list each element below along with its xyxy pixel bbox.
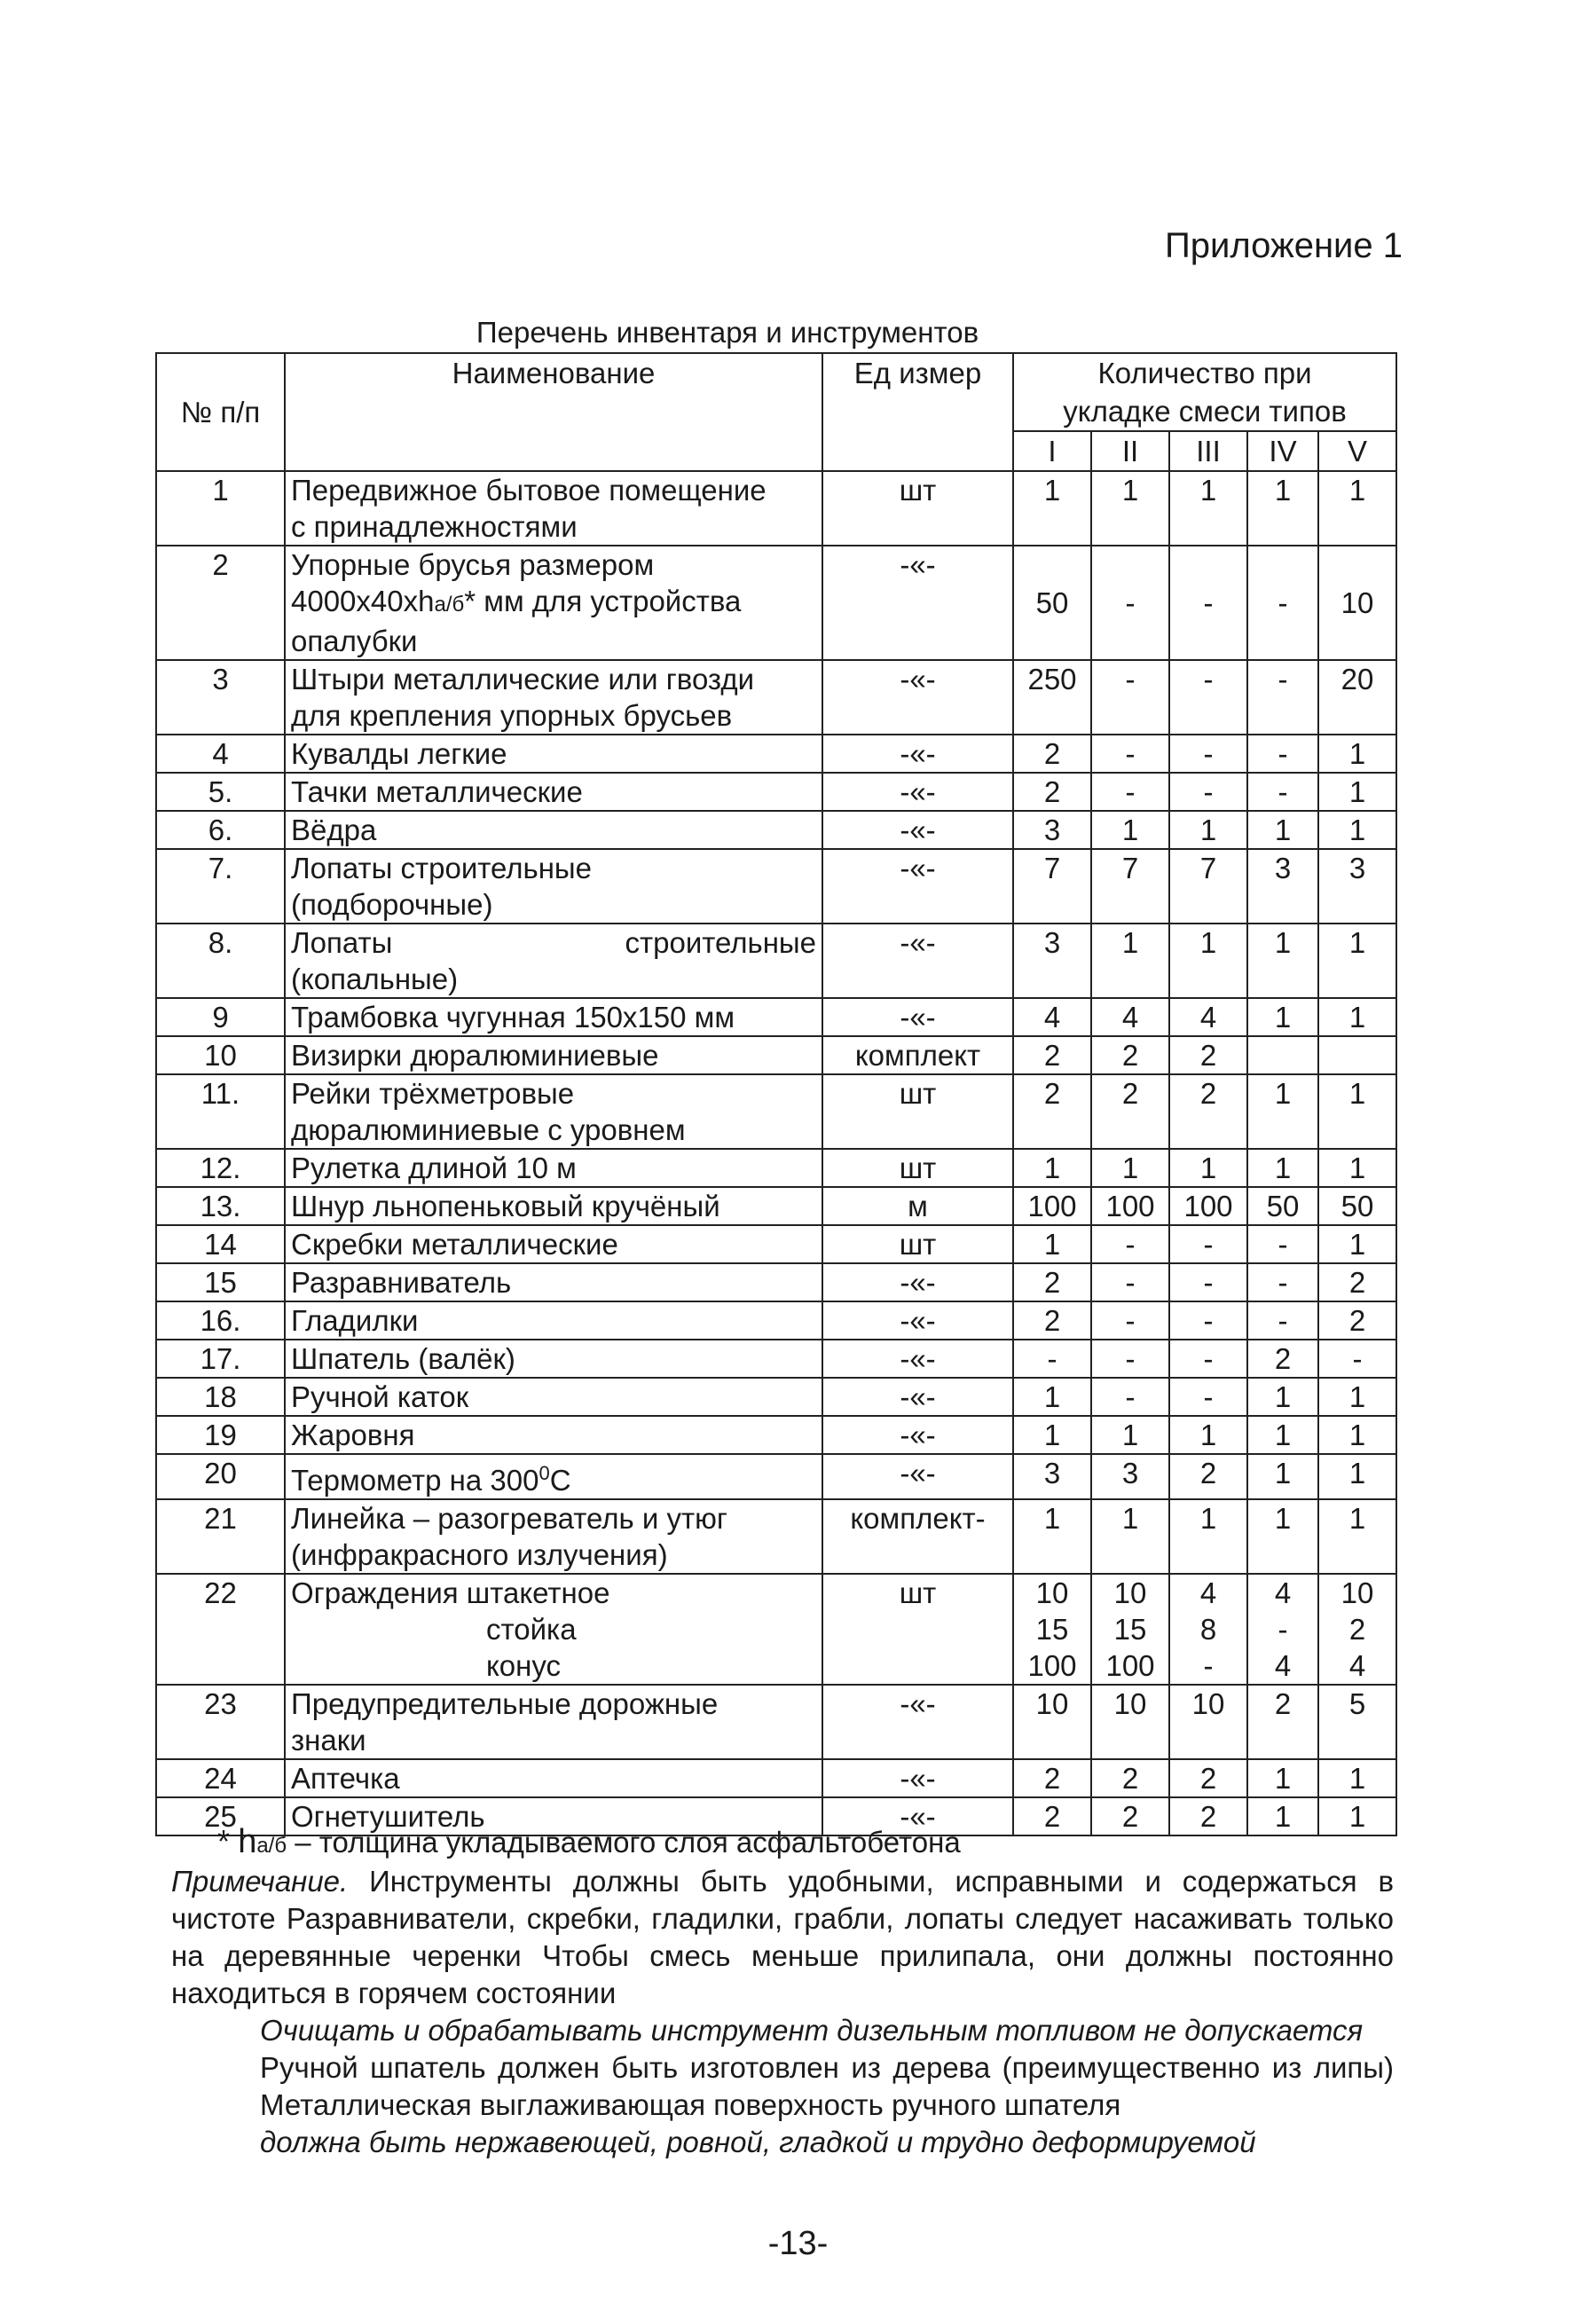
- row-name-line: для крепления упорных брусьев: [291, 699, 733, 732]
- row-qty: -: [1091, 1263, 1169, 1301]
- row-num: 4: [156, 735, 285, 773]
- row-unit: комплект-: [822, 1499, 1013, 1574]
- row-qty: 1: [1318, 1454, 1396, 1499]
- note-paragraph: Ручной шпатель должен быть изготовлен из дерева (преимущественно из липы) Металлическая выглаживающая поверхность ручного шпателя: [260, 2051, 1394, 2121]
- row-qty: 4: [1169, 998, 1247, 1036]
- row-qty: 100: [1091, 1187, 1169, 1225]
- row-qty: 1: [1013, 1378, 1091, 1416]
- inventory-table: [155, 352, 1397, 1836]
- table-row: [156, 1759, 1396, 1797]
- row-num: 12.: [156, 1149, 285, 1187]
- qty-line: 4: [1348, 1649, 1366, 1682]
- row-qty: 1: [1318, 735, 1396, 773]
- qty-line: 15: [1113, 1613, 1147, 1646]
- row-qty: 2: [1169, 1797, 1247, 1835]
- row-qty: 100: [1013, 1187, 1091, 1225]
- row-name-line: (подборочные): [291, 888, 493, 921]
- note-paragraph: [171, 1863, 1394, 2012]
- row-unit: -«-: [822, 1340, 1013, 1378]
- row-num: 5.: [156, 773, 285, 811]
- row-name: Аптечка: [285, 1759, 822, 1797]
- header-qty: [1013, 353, 1396, 431]
- row-num: 8.: [156, 924, 285, 998]
- row-num: 2: [156, 546, 285, 660]
- table-row: [156, 471, 1396, 546]
- row-qty: 3: [1091, 1454, 1169, 1499]
- row-qty: 20: [1318, 660, 1396, 735]
- row-qty: 1: [1013, 1416, 1091, 1454]
- row-qty: [1169, 1574, 1247, 1685]
- row-qty: 1: [1169, 1149, 1247, 1187]
- row-num: 14: [156, 1225, 285, 1263]
- row-name-superscript: 0: [539, 1462, 550, 1484]
- note-paragraph: Очищать и обрабатывать инструмент дизельным топливом не допускается: [260, 2014, 1364, 2047]
- row-name: Разравниватель: [285, 1263, 822, 1301]
- header-qty-line2: укладке смеси типов: [1063, 395, 1347, 428]
- row-qty: 1: [1091, 924, 1169, 998]
- row-qty: 7: [1013, 849, 1091, 924]
- row-qty: 1: [1013, 1149, 1091, 1187]
- row-qty: 1: [1318, 1499, 1396, 1574]
- row-qty: -: [1091, 1340, 1169, 1378]
- row-qty: 3: [1318, 849, 1396, 924]
- row-name-line: [291, 924, 816, 961]
- row-num: 20: [156, 1454, 285, 1499]
- page-number: -13-: [767, 2225, 829, 2262]
- row-qty: -: [1169, 1378, 1247, 1416]
- row-qty: -: [1169, 1301, 1247, 1340]
- row-qty: 1: [1091, 1416, 1169, 1454]
- row-qty: 10: [1318, 546, 1396, 660]
- row-unit: -«-: [822, 1263, 1013, 1301]
- header-qty-line1: Количество при: [1097, 357, 1312, 389]
- row-unit: -«-: [822, 811, 1013, 849]
- footnote: [217, 1823, 961, 1861]
- row-unit: -«-: [822, 1797, 1013, 1835]
- row-num: 25: [156, 1797, 285, 1835]
- row-qty: 1: [1247, 1378, 1318, 1416]
- row-qty: 1: [1318, 471, 1396, 546]
- row-qty: 1: [1318, 1416, 1396, 1454]
- row-name-part: 4000x40xh: [291, 585, 435, 617]
- row-unit: шт: [822, 1149, 1013, 1187]
- footnote-symbol: h: [238, 1823, 257, 1860]
- row-qty: 1: [1318, 773, 1396, 811]
- row-qty: -: [1091, 1378, 1169, 1416]
- row-qty: 1: [1247, 1797, 1318, 1835]
- row-qty: 3: [1013, 924, 1091, 998]
- row-name: [285, 924, 822, 998]
- row-qty: 1: [1247, 924, 1318, 998]
- row-num: 6.: [156, 811, 285, 849]
- row-qty: 3: [1013, 811, 1091, 849]
- row-qty: -: [1247, 1225, 1318, 1263]
- row-name-line: (копальные): [291, 963, 459, 995]
- row-qty: 2: [1013, 773, 1091, 811]
- row-name: Трамбовка чугунная 150x150 мм: [285, 998, 822, 1036]
- table-title: Перечень инвентаря и инструментов: [476, 316, 979, 349]
- row-name-line: Лопаты строительные: [291, 852, 593, 884]
- row-qty: 3: [1013, 1454, 1091, 1499]
- table-row: [156, 1685, 1396, 1759]
- table-row: [156, 1378, 1396, 1416]
- row-qty: 1: [1318, 998, 1396, 1036]
- row-name-part: Лопаты: [291, 926, 393, 959]
- row-unit: -«-: [822, 849, 1013, 924]
- qty-line: 2: [1348, 1613, 1366, 1646]
- row-name-line: [291, 583, 816, 623]
- row-qty: -: [1318, 1340, 1396, 1378]
- row-name-line: Ограждения штакетное: [291, 1576, 610, 1609]
- table-row: [156, 1340, 1396, 1378]
- row-name: [285, 1454, 822, 1499]
- row-qty: 1: [1247, 811, 1318, 849]
- qty-line: 4: [1274, 1576, 1292, 1609]
- row-qty: 100: [1169, 1187, 1247, 1225]
- table-row: [156, 1187, 1396, 1225]
- row-qty: 2: [1169, 1074, 1247, 1149]
- qty-line: 10: [1113, 1576, 1147, 1609]
- qty-line: 15: [1035, 1613, 1069, 1646]
- row-qty: 1: [1318, 924, 1396, 998]
- row-qty: 2: [1013, 1036, 1091, 1074]
- row-qty: -: [1247, 735, 1318, 773]
- row-qty: 1: [1247, 1416, 1318, 1454]
- row-name: [285, 546, 822, 660]
- row-name: Вёдра: [285, 811, 822, 849]
- row-qty: 1: [1247, 998, 1318, 1036]
- row-qty: 1: [1247, 1149, 1318, 1187]
- row-qty: 1: [1091, 1499, 1169, 1574]
- header-type: I: [1013, 431, 1091, 471]
- row-unit: -«-: [822, 1301, 1013, 1340]
- row-name: Шпатель (валёк): [285, 1340, 822, 1378]
- row-unit: -«-: [822, 546, 1013, 660]
- row-name-line: Предупредительные дорожные: [291, 1687, 719, 1720]
- note-block: [171, 1863, 1394, 2161]
- row-qty: [1247, 1574, 1318, 1685]
- table-row: [156, 998, 1396, 1036]
- row-name-part: Термометр на 300: [291, 1464, 539, 1497]
- qty-line: 100: [1105, 1649, 1155, 1682]
- row-qty: 1: [1247, 1499, 1318, 1574]
- row-unit: -«-: [822, 924, 1013, 998]
- row-qty: 1: [1169, 1499, 1247, 1574]
- row-name-line: знаки: [291, 1724, 366, 1757]
- table-row: [156, 1225, 1396, 1263]
- row-name-line: стойка: [486, 1613, 577, 1646]
- row-unit: -«-: [822, 773, 1013, 811]
- row-qty: 1: [1013, 1499, 1091, 1574]
- row-unit: -«-: [822, 1378, 1013, 1416]
- row-qty: 1: [1169, 471, 1247, 546]
- row-unit: -«-: [822, 1416, 1013, 1454]
- row-qty: 2: [1169, 1759, 1247, 1797]
- row-name-line: конус: [486, 1649, 562, 1682]
- appendix-label: Приложение 1: [1165, 226, 1403, 265]
- row-qty: 1: [1169, 924, 1247, 998]
- qty-line: 10: [1035, 1576, 1069, 1609]
- row-name: [285, 1074, 822, 1149]
- header-type: IV: [1247, 431, 1318, 471]
- table-row: [156, 1263, 1396, 1301]
- row-unit: шт: [822, 471, 1013, 546]
- row-qty: 1: [1091, 811, 1169, 849]
- row-num: 16.: [156, 1301, 285, 1340]
- row-qty: 50: [1013, 546, 1091, 660]
- row-name: [285, 849, 822, 924]
- row-name: Рулетка длиной 10 м: [285, 1149, 822, 1187]
- row-num: 13.: [156, 1187, 285, 1225]
- row-qty: 1: [1318, 1074, 1396, 1149]
- row-name: Визирки дюралюминиевые: [285, 1036, 822, 1074]
- row-qty: 2: [1013, 1074, 1091, 1149]
- row-unit: шт: [822, 1225, 1013, 1263]
- row-qty: -: [1247, 1263, 1318, 1301]
- row-qty: 50: [1318, 1187, 1396, 1225]
- row-qty: -: [1247, 660, 1318, 735]
- row-unit: комплект: [822, 1036, 1013, 1074]
- row-name-line: Штыри металлические или гвозди: [291, 663, 755, 696]
- row-name: [285, 660, 822, 735]
- row-qty: 5: [1318, 1685, 1396, 1759]
- row-unit: м: [822, 1187, 1013, 1225]
- table-row: [156, 1574, 1396, 1685]
- qty-line: 4: [1199, 1576, 1217, 1609]
- footnote-marker: *: [217, 1823, 231, 1859]
- row-name-line: Упорные брусья размером: [291, 548, 655, 581]
- row-qty: 2: [1169, 1036, 1247, 1074]
- header-type: III: [1169, 431, 1247, 471]
- row-qty: 7: [1169, 849, 1247, 924]
- qty-line: -: [1203, 1649, 1214, 1682]
- row-name: [285, 1574, 822, 1685]
- note-text: Инструменты должны быть удобными, исправными и содержаться в чистоте Разравниватели, скребки, гладилки, грабли, лопаты следует насаживать только на деревянные черенки Чтобы смесь меньше прилипала, они должны постоянно находиться в горячем состоянии: [171, 1865, 1394, 2009]
- row-unit: шт: [822, 1574, 1013, 1685]
- row-qty: 2: [1091, 1036, 1169, 1074]
- row-qty: 2: [1318, 1263, 1396, 1301]
- row-unit: шт: [822, 1074, 1013, 1149]
- row-qty: 1: [1318, 1149, 1396, 1187]
- row-qty: 1: [1247, 1454, 1318, 1499]
- note-paragraph: должна быть нержавеющей, ровной, гладкой и трудно деформируемой: [260, 2126, 1256, 2158]
- row-qty: -: [1091, 735, 1169, 773]
- row-num: 24: [156, 1759, 285, 1797]
- row-num: 21: [156, 1499, 285, 1574]
- row-name-line: опалубки: [291, 625, 418, 657]
- row-qty: 1: [1247, 471, 1318, 546]
- row-name: Ручной каток: [285, 1378, 822, 1416]
- row-num: 7.: [156, 849, 285, 924]
- row-qty: 10: [1013, 1685, 1091, 1759]
- row-qty: 1: [1013, 471, 1091, 546]
- header-type: V: [1318, 431, 1396, 471]
- table-row: [156, 1036, 1396, 1074]
- row-qty: 1: [1318, 811, 1396, 849]
- row-qty: -: [1091, 546, 1169, 660]
- row-qty: 2: [1091, 1797, 1169, 1835]
- header-unit: Ед измер: [822, 353, 1013, 471]
- row-name-subscript: а/б: [434, 593, 465, 617]
- row-qty: -: [1091, 1225, 1169, 1263]
- row-qty: 2: [1247, 1340, 1318, 1378]
- footnote-text: – толщина укладываемого слоя асфальтобетона: [287, 1826, 961, 1859]
- row-qty: -: [1091, 660, 1169, 735]
- row-name-line: Передвижное бытовое помещение: [291, 474, 767, 507]
- row-qty: [1318, 1574, 1396, 1685]
- row-name: Огнетушитель: [285, 1797, 822, 1835]
- row-qty: 10: [1169, 1685, 1247, 1759]
- row-qty: -: [1091, 773, 1169, 811]
- row-name-part: С: [549, 1464, 571, 1497]
- table-row: [156, 1149, 1396, 1187]
- row-qty: 2: [1013, 735, 1091, 773]
- row-qty: -: [1169, 735, 1247, 773]
- table-row: [156, 1454, 1396, 1499]
- row-qty: 4: [1091, 998, 1169, 1036]
- row-name-part: * мм для устройства: [464, 585, 742, 617]
- row-name: [285, 1499, 822, 1574]
- row-unit: -«-: [822, 660, 1013, 735]
- footnote-subscript: а/б: [256, 1834, 287, 1858]
- row-num: 15: [156, 1263, 285, 1301]
- table-row: [156, 924, 1396, 998]
- row-qty: -: [1169, 1263, 1247, 1301]
- row-unit: -«-: [822, 998, 1013, 1036]
- row-name: Жаровня: [285, 1416, 822, 1454]
- row-qty: [1013, 1574, 1091, 1685]
- row-name: [285, 471, 822, 546]
- table-row: [156, 811, 1396, 849]
- row-qty: 2: [1091, 1074, 1169, 1149]
- row-num: 1: [156, 471, 285, 546]
- row-qty: -: [1247, 1301, 1318, 1340]
- row-unit: -«-: [822, 735, 1013, 773]
- row-qty: -: [1169, 773, 1247, 811]
- qty-line: 100: [1027, 1649, 1077, 1682]
- row-name-line: с принадлежностями: [291, 510, 578, 543]
- row-name-line: дюралюминиевые с уровнем: [291, 1113, 686, 1146]
- row-num: 17.: [156, 1340, 285, 1378]
- row-num: 11.: [156, 1074, 285, 1149]
- row-qty: 1: [1091, 1149, 1169, 1187]
- row-qty: [1091, 1574, 1169, 1685]
- row-name: Кувалды легкие: [285, 735, 822, 773]
- row-unit: -«-: [822, 1685, 1013, 1759]
- row-qty: -: [1169, 546, 1247, 660]
- row-num: 19: [156, 1416, 285, 1454]
- table-row: [156, 1074, 1396, 1149]
- row-qty: -: [1247, 546, 1318, 660]
- row-name: Тачки металлические: [285, 773, 822, 811]
- table-row: [156, 773, 1396, 811]
- row-qty: 1: [1247, 1759, 1318, 1797]
- row-qty: 1: [1169, 811, 1247, 849]
- row-name: [285, 1685, 822, 1759]
- table-row: [156, 546, 1396, 660]
- table-row: [156, 1499, 1396, 1574]
- row-qty: 4: [1013, 998, 1091, 1036]
- note-label: Примечание.: [171, 1865, 349, 1898]
- row-num: 10: [156, 1036, 285, 1074]
- row-unit: -«-: [822, 1454, 1013, 1499]
- row-qty: -: [1169, 660, 1247, 735]
- row-num: 22: [156, 1574, 285, 1685]
- row-qty: -: [1169, 1225, 1247, 1263]
- qty-line: 10: [1340, 1576, 1374, 1609]
- qty-line: 8: [1199, 1613, 1217, 1646]
- row-qty: 1: [1318, 1225, 1396, 1263]
- row-num: 18: [156, 1378, 285, 1416]
- row-qty: -: [1013, 1340, 1091, 1378]
- qty-line: 4: [1274, 1649, 1292, 1682]
- row-qty: 2: [1318, 1301, 1396, 1340]
- row-qty: 2: [1247, 1685, 1318, 1759]
- header-num: № п/п: [156, 353, 285, 471]
- row-qty: [1247, 1036, 1318, 1074]
- row-name: Гладилки: [285, 1301, 822, 1340]
- row-name-line: Рейки трёхметровые: [291, 1077, 575, 1110]
- row-qty: 10: [1091, 1685, 1169, 1759]
- header-type: II: [1091, 431, 1169, 471]
- row-qty: [1318, 1036, 1396, 1074]
- row-qty: 1: [1247, 1074, 1318, 1149]
- row-qty: 50: [1247, 1187, 1318, 1225]
- row-qty: 1: [1318, 1378, 1396, 1416]
- row-qty: 2: [1013, 1263, 1091, 1301]
- row-unit: -«-: [822, 1759, 1013, 1797]
- row-qty: 2: [1169, 1454, 1247, 1499]
- row-qty: 250: [1013, 660, 1091, 735]
- row-qty: -: [1091, 1301, 1169, 1340]
- row-qty: 2: [1013, 1759, 1091, 1797]
- table-row: [156, 849, 1396, 924]
- row-name-line: (инфракрасного излучения): [291, 1538, 668, 1571]
- table-row: [156, 1301, 1396, 1340]
- row-qty: 1: [1091, 471, 1169, 546]
- row-qty: 1: [1169, 1416, 1247, 1454]
- row-qty: -: [1247, 773, 1318, 811]
- header-name: Наименование: [285, 353, 822, 471]
- row-name: Скребки металлические: [285, 1225, 822, 1263]
- row-name-line: Линейка – разогреватель и утюг: [291, 1502, 727, 1535]
- row-qty: 2: [1013, 1301, 1091, 1340]
- row-qty: 1: [1318, 1759, 1396, 1797]
- row-num: 9: [156, 998, 285, 1036]
- row-qty: -: [1169, 1340, 1247, 1378]
- row-qty: 7: [1091, 849, 1169, 924]
- row-qty: 1: [1318, 1797, 1396, 1835]
- table-row: [156, 735, 1396, 773]
- row-num: 23: [156, 1685, 285, 1759]
- qty-line: -: [1278, 1613, 1288, 1646]
- row-qty: 2: [1013, 1797, 1091, 1835]
- row-qty: 3: [1247, 849, 1318, 924]
- table-row: [156, 1416, 1396, 1454]
- row-name: Шнур льнопеньковый кручёный: [285, 1187, 822, 1225]
- table-row: [156, 660, 1396, 735]
- row-num: 3: [156, 660, 285, 735]
- row-qty: 2: [1091, 1759, 1169, 1797]
- row-qty: 1: [1013, 1225, 1091, 1263]
- row-name-part: строительные: [625, 926, 816, 959]
